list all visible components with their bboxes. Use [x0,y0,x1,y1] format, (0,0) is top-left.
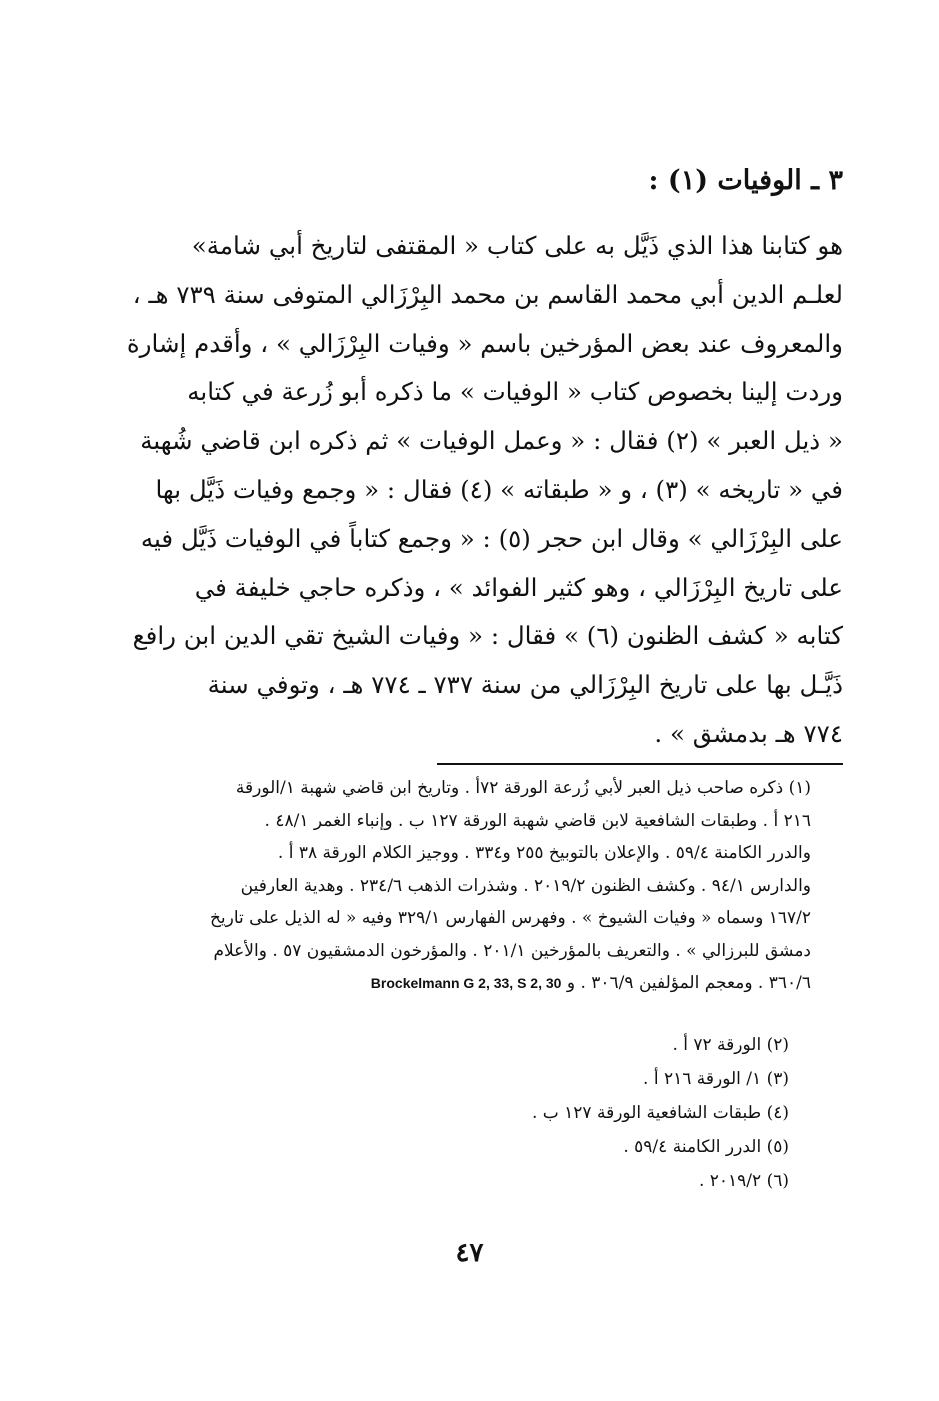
body-line: في « تاريخه » (٣) ، و « طبقاته » (٤) فقال : « وجمع وفيات ذَيَّل بها [155,474,843,504]
footnotes-2-6 [289,1028,789,1198]
footnote-5: (٥) الدرر الكامنة ٥٩/٤ . [623,1137,789,1157]
footnote-separator [437,763,843,765]
footnote-line: (١) ذكره صاحب ذيل العبر لأبي زُرعة الورقة ٧٢أ . وتاريخ ابن قاضي شهبة ١/الورقة [235,778,811,798]
page-number: ٤٧ [455,1238,484,1268]
body-line: كتابه « كشف الظنون (٦) » فقال : « وفيات الشيخ تقي الدين ابن رافع [132,621,843,651]
body-line: وردت إلينا بخصوص كتاب « الوفيات » ما ذكره أبو زُرعة في كتابه [187,377,843,407]
footnote-line-last [99,967,811,1000]
footnote-2: (٢) الورقة ٧٢ أ . [672,1035,789,1055]
body-line: « ذيل العبر » (٢) فقال : « وعمل الوفيات » ثم ذكره ابن قاضي شُهبة [140,426,843,456]
section-heading: ٣ ـ الوفيات (١) : [648,165,843,196]
footnote-line: دمشق للبرزالي » . والتعريف بالمؤرخين ٢٠١/١ . والمؤرخون الدمشقيون ٥٧ . والأعلام [213,940,811,961]
footnote-4: (٤) طبقات الشافعية الورقة ١٢٧ ب . [531,1103,789,1123]
footnote-line: ٢١٦ أ . وطبقات الشافعية لابن قاضي شهبة الورقة ١٢٧ ب . وإنباء الغمر ٤٨/١ . [264,810,811,831]
body-line: ٧٧٤ هـ بدمشق » . [654,718,843,748]
brockelmann-reference: Brockelmann G 2, 33, S 2, 30 [370,975,562,991]
footnote-line: والدارس ٩٤/١ . وكشف الظنون ٢٠١٩/٢ . وشذرات الذهب ٢٣٤/٦ . وهدية العارفين [240,875,811,896]
body-line: هو كتابنا هذا الذي ذَيَّل به على كتاب « المقتفى لتاريخ أبي شامة» [191,231,843,260]
body-line: على تاريخ البِرْزَالي ، وهو كثير الفوائد » ، وذكره حاجي خليفة في [194,572,843,602]
footnote-line: ١٦٧/٢ وسماه « وفيات الشيوخ » . وفهرس الفهارس ٣٢٩/١ وفيه « له الذيل على تاريخ [209,908,811,928]
footnote-6: (٦) ٢٠١٩/٢ . [698,1171,789,1191]
footnote-3: (٣) ١/ الورقة ٢١٦ أ . [643,1069,789,1089]
body-line: ذَيَّـل بها على تاريخ البِرْزَالي من سنة ٧٣٧ ـ ٧٧٤ هـ ، وتوفي سنة [207,670,843,700]
footnote-line: والدرر الكامنة ٥٩/٤ . والإعلان بالتوبيخ ٢٥٥ و٣٣٤ . ووجيز الكلام الورقة ٣٨ أ . [277,843,811,863]
body-paragraph [99,222,843,759]
footnote-1 [99,772,811,1000]
footnote-last-arabic: ٣٦٠/٦ . ومعجم المؤلفين ٣٠٦/٩ . و [566,973,811,993]
body-line: والمعروف عند بعض المؤرخين باسم « وفيات البِرْزَالي » ، وأقدم إشارة [126,328,843,358]
body-line: لعلـم الدين أبي محمد القاسم بن محمد البِرْزَالي المتوفى سنة ٧٣٩ هـ ، [132,279,843,309]
body-line: على البِرْزَالي » وقال ابن حجر (٥) : « وجمع كتاباً في الوفيات ذَيَّل فيه [140,523,843,553]
